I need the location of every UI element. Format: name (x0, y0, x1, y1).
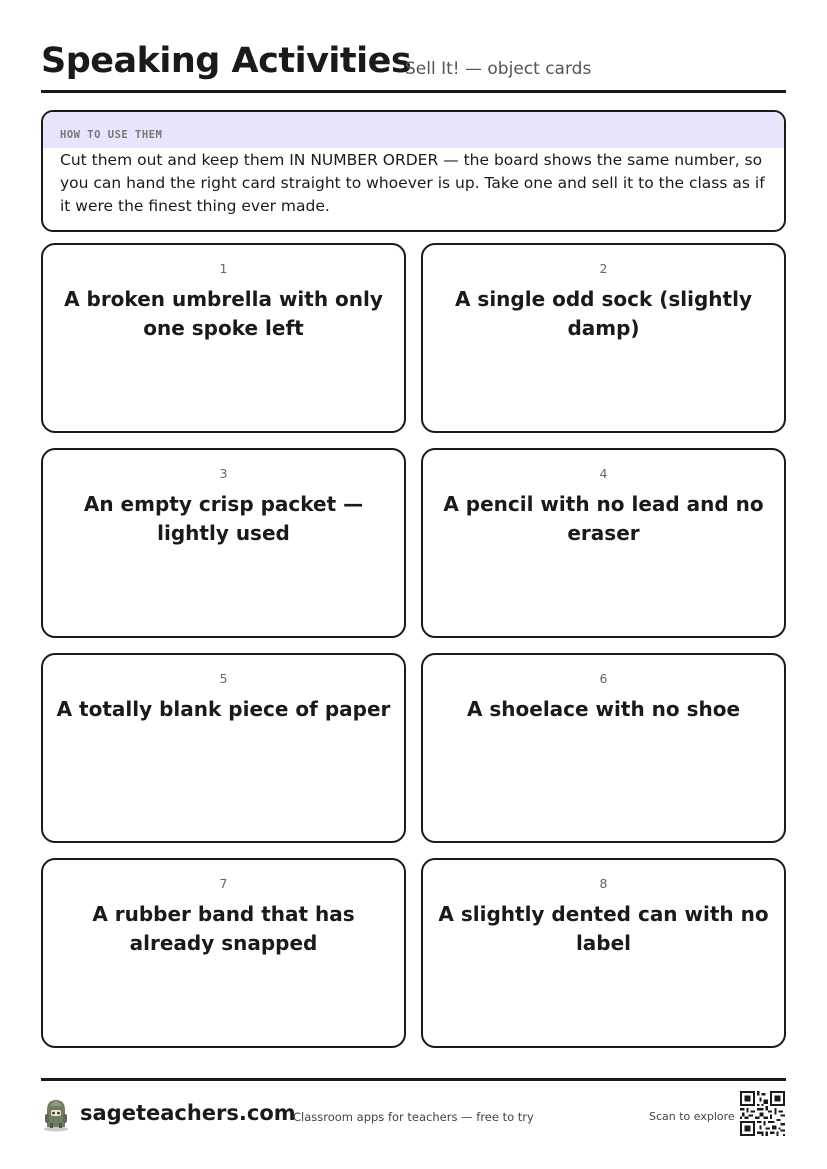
card-number: 1 (219, 261, 228, 276)
object-card (41, 448, 406, 638)
page-title: Speaking Activities (41, 41, 412, 81)
page-header (41, 40, 786, 93)
card-text: An empty crisp packet — lightly used (83, 492, 364, 545)
card-number: 3 (219, 466, 228, 481)
card-text: A broken umbrella with only one spoke left (64, 287, 383, 340)
footer-divider (41, 1078, 786, 1081)
card-text: A totally blank piece of paper (56, 697, 391, 721)
footer-brand[interactable]: sageteachers.com (80, 1101, 296, 1125)
card-number: 2 (599, 261, 608, 276)
instructions-text: Cut them out and keep them IN NUMBER ORDER — the board shows the same number, so you can hand the right card straight to whoever is up. Take one and sell it to the class as if it were the finest thing ever made. (60, 151, 765, 215)
scan-label: Scan to explore (649, 1110, 735, 1123)
qr-code-icon[interactable] (740, 1091, 785, 1136)
card-number: 4 (599, 466, 608, 481)
object-card (41, 653, 406, 843)
instructions-box (41, 110, 786, 232)
object-card (421, 858, 786, 1048)
object-card (41, 243, 406, 433)
card-text: A rubber band that has already snapped (92, 902, 355, 955)
card-number: 8 (599, 876, 608, 891)
object-card (421, 653, 786, 843)
footer-tagline: Classroom apps for teachers — free to try (293, 1110, 534, 1124)
page-subtitle: Sell It! — object cards (405, 59, 592, 79)
sage-mascot-icon (41, 1096, 71, 1132)
object-card (421, 448, 786, 638)
instructions-label: HOW TO USE THEM (60, 129, 163, 141)
card-number: 6 (599, 671, 608, 686)
card-number: 5 (219, 671, 228, 686)
card-text: A slightly dented can with no label (438, 902, 769, 955)
object-card (41, 858, 406, 1048)
card-number: 7 (219, 876, 228, 891)
card-text: A shoelace with no shoe (466, 697, 741, 721)
object-card (421, 243, 786, 433)
card-text: A pencil with no lead and no eraser (443, 492, 764, 545)
card-text: A single odd sock (slightly damp) (454, 287, 752, 340)
